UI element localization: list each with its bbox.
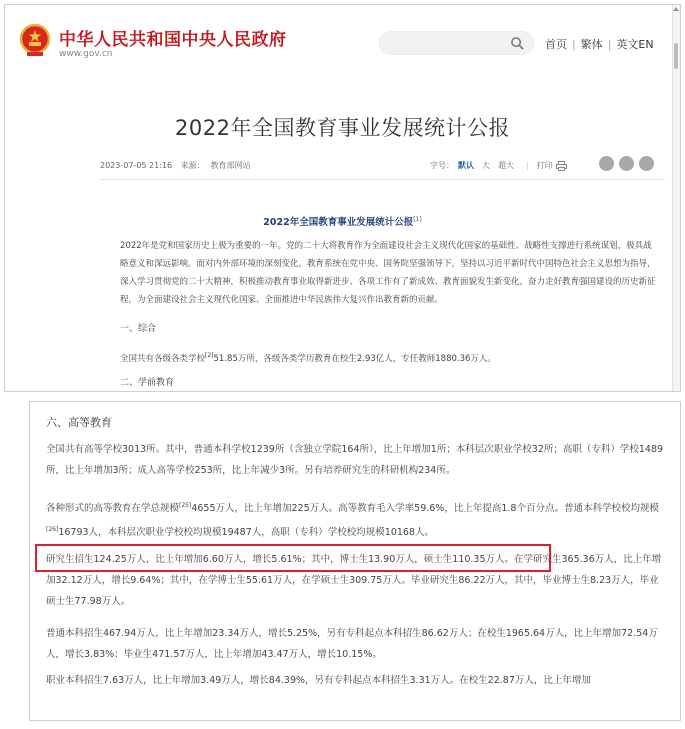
excerpt-screenshot bbox=[29, 401, 681, 721]
top-nav bbox=[545, 36, 654, 52]
share-buttons bbox=[599, 156, 659, 171]
search-icon[interactable] bbox=[510, 36, 525, 51]
qzone-share-icon[interactable] bbox=[639, 156, 654, 171]
article-title: 2022年全国教育事业发展统计公报 bbox=[175, 116, 510, 140]
meta-divider bbox=[100, 179, 665, 180]
font-size-large[interactable]: 大 bbox=[482, 161, 490, 170]
section-heading: 一、综合 bbox=[120, 324, 157, 334]
footnote-ref[interactable]: [2] bbox=[205, 352, 214, 359]
footnote-ref[interactable]: [26] bbox=[46, 526, 59, 534]
source-name: 教育部网站 bbox=[210, 161, 251, 170]
webpage-screenshot bbox=[4, 4, 681, 392]
paragraph-institutions: 全国共有高等学校3013所。其中，普通本科学校1239所（含独立学院164所），比上年增加1所；本科层次职业学校32所；高职（专科）学校1489所，比上年增加3所；成人高等学校253所，比上年减少3所。另有培养研究生的科研机构234所。 bbox=[46, 444, 664, 476]
article-meta bbox=[100, 160, 257, 171]
section-heading-higher-education: 六、高等教育 bbox=[46, 416, 112, 429]
document-title: 2022年全国教育事业发展统计公报[1] bbox=[263, 215, 422, 228]
font-size-default[interactable]: 默认 bbox=[458, 161, 474, 170]
search-input[interactable] bbox=[379, 31, 534, 55]
nav-traditional[interactable]: 繁体 bbox=[580, 38, 603, 51]
weibo-share-icon[interactable] bbox=[599, 156, 614, 171]
nav-english[interactable]: 英文EN bbox=[616, 38, 654, 51]
paragraph-vocational-undergraduate: 职业本科招生7.63万人，比上年增加3.49万人，增长84.39%，另有专科起点本科招生3.31万人。在校生22.87万人，比上年增加 bbox=[46, 675, 591, 686]
site-header bbox=[5, 5, 680, 75]
site-name[interactable]: 中华人民共和国中央人民政府 bbox=[59, 30, 287, 50]
font-size-xlarge[interactable]: 超大 bbox=[498, 161, 514, 170]
section-heading: 二、学前教育 bbox=[120, 378, 175, 388]
intro-paragraph: 2022年是党和国家历史上极为重要的一年。党的二十大将教育作为全面建设社会主义现代化国家的基础性、战略性支撑进行系统谋划，极具战略意义和深远影响。面对内外部环境的深刻变化，教育系统在党中央、国务院坚强领导下，坚持以习近平新时代中国特色社会主义思想为指导，深入学习贯彻党的二十大精神，积极推动教育事业取得新进步、各项工作有了新成效、教育面貌发生新变化，奋力走好教育强国建设的历史新征程，为全面建设社会主义现代化国家、全面推进中华民族伟大复兴作出教育新的贡献。 bbox=[120, 241, 656, 305]
paragraph-undergraduate: 普通本科招生467.94万人，比上年增加23.34万人，增长5.25%，另有专科起点本科招生86.62万人；在校生1965.64万人，比上年增加72.54万人，增长3.83%；毕业生471.57万人，比上年增加43.47万人，增长10.15%。 bbox=[46, 628, 658, 660]
footnote-ref[interactable]: [25] bbox=[179, 502, 192, 509]
footnote-ref[interactable]: [1] bbox=[413, 215, 422, 223]
print-button[interactable]: 打印 bbox=[536, 161, 553, 170]
scrollbar[interactable] bbox=[672, 5, 680, 391]
paragraph-enrollment-scale: 各种形式的高等教育在学总规模[25]4655万人，比上年增加225万人。高等教育毛入学率59.6%，比上年提高1.8个百分点。普通本科学校校均规模[26]16793人，本科层次职业学校校均规模19487人，高职（专科）学校校均规模10168人。 bbox=[46, 502, 659, 539]
printer-icon[interactable] bbox=[556, 161, 567, 171]
tools-separator: | bbox=[526, 161, 529, 170]
source-label: 来源： bbox=[180, 161, 205, 170]
article-tools bbox=[430, 160, 567, 171]
national-emblem-icon[interactable] bbox=[19, 23, 51, 57]
nav-separator: | bbox=[572, 37, 576, 51]
nav-separator: | bbox=[607, 37, 612, 51]
wechat-share-icon[interactable] bbox=[619, 156, 634, 171]
paragraph-graduate-students: 研究生招生124.25万人，比上年增加6.60万人，增长5.61%；其中，博士生13.90万人，硕士生110.35万人。在学研究生365.36万人，比上年增加32.12万人，增长9.64%；其中，在学博士生55.61万人，在学硕士生309.75万人。毕业研究生86.22万人，其中，毕业博士生8.23万人，毕业硕士生77.98万人。 bbox=[46, 554, 662, 607]
scroll-up-icon[interactable] bbox=[673, 7, 679, 11]
font-size-label: 字号： bbox=[430, 161, 454, 170]
nav-home[interactable]: 首页 bbox=[545, 38, 567, 51]
section1-paragraph: 全国共有各级各类学校[2]51.85万所，各级各类学历教育在校生2.93亿人，专任教师1880.36万人。 bbox=[120, 352, 496, 364]
scrollbar-thumb[interactable] bbox=[674, 43, 678, 69]
site-url: www.gov.cn bbox=[59, 49, 113, 59]
publish-date: 2023-07-05 21:16 bbox=[100, 161, 173, 170]
